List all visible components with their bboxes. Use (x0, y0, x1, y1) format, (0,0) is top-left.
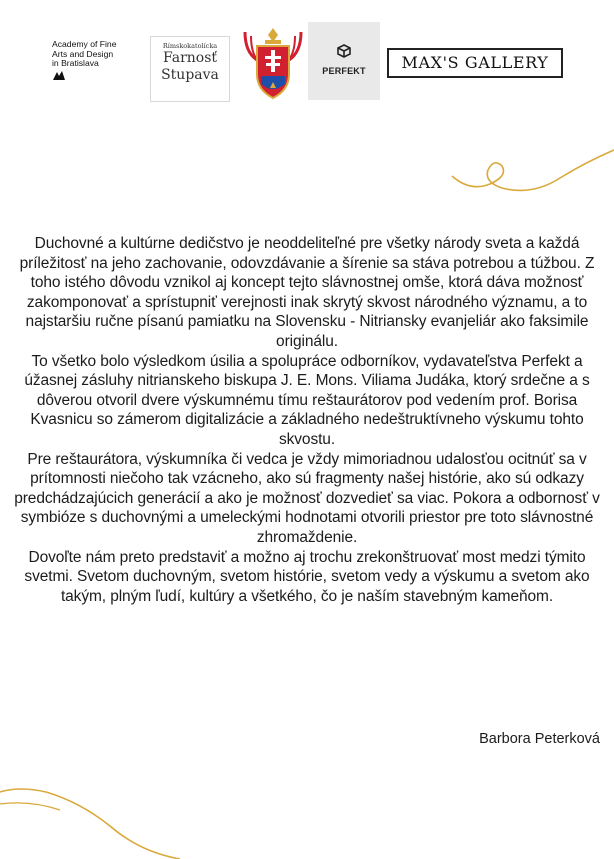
farnost-line1: Farnosť (162, 50, 218, 66)
gold-swirl-bottom-icon (0, 780, 200, 859)
perfekt-cube-icon (308, 44, 380, 63)
academy-logo (52, 40, 142, 83)
paragraph: Pre reštaurátora, výskumníka či vedca je vždy mimoriadnou udalosťou ocitnúť sa v prítomnosti niečoho tak vzácneho, ako sú fragmenty našej histórie, ako sú odkazy predchádzajúcich generácií a ako je možnosť dozvedieť sa viac. Pokora a odbornosť v symbióze s duchovnými a umeleckými hodnotami otvorili priestor pre toto slávnostné zhromaždenie. (14, 450, 600, 546)
farnost-logo (150, 36, 230, 102)
coat-of-arms-icon (243, 26, 303, 102)
farnost-line2: Stupava (161, 67, 219, 83)
academy-logo-line: Arts and Design (52, 48, 114, 59)
farnost-small: Rímskokatolícka (162, 42, 218, 50)
paragraph: Dovoľte nám preto predstaviť a možno aj trochu zrekonštruovať most medzi týmito svetmi. Svetom duchovným, svetom histórie, svetom vedy a výskumu a svetom ako takým, plným ľudí, kultúry a všetkého, čo je naším stavebným kameňom. (24, 548, 590, 605)
academy-logo-line: Academy of Fine (52, 39, 117, 49)
paragraph: To všetko bolo výsledkom úsilia a spolupráce odborníkov, vydavateľstva Perfekt a úžasnej zásluhy nitrianskeho biskupa J. E. Mons. Viliama Judáka, ktorý srdečne a s dôverou otvoril dvere výskumnému tímu reštaurátorov pod vedením prof. Borisa Kvasnicu so zámerom digitalizácie a základného nedeštruktívneho výskumu tohto skvostu. (24, 352, 590, 448)
paragraph: Duchovné a kultúrne dedičstvo je neoddeliteľné pre všetky národy sveta a každá príležitosť na jeho zachovanie, odovzdávanie a šírenie sa stáva potrebou a túžbou. Z toho istého dôvodu vznikol aj koncept tejto slávnostnej omše, ktorá dáva možnosť zakomponovať a sprístupniť verejnosti inak skrytý skvost národného významu, a to najstaršiu ručne písanú pamiatku na Slovensku - Nitriansky evanjeliár ako faksimile originálu. (19, 235, 595, 350)
letter-body (0, 234, 614, 606)
perfekt-logo (308, 22, 380, 100)
academy-logo-line: in Bratislava (52, 58, 99, 69)
signature-name: Barbora Peterková (479, 731, 600, 747)
logo-bar (0, 22, 614, 102)
maxs-gallery-logo: MAX'S GALLERY (387, 48, 563, 78)
perfekt-label: PERFEKT (322, 66, 366, 76)
academy-mark-icon (52, 70, 142, 84)
gold-swirl-top-icon (450, 140, 614, 200)
